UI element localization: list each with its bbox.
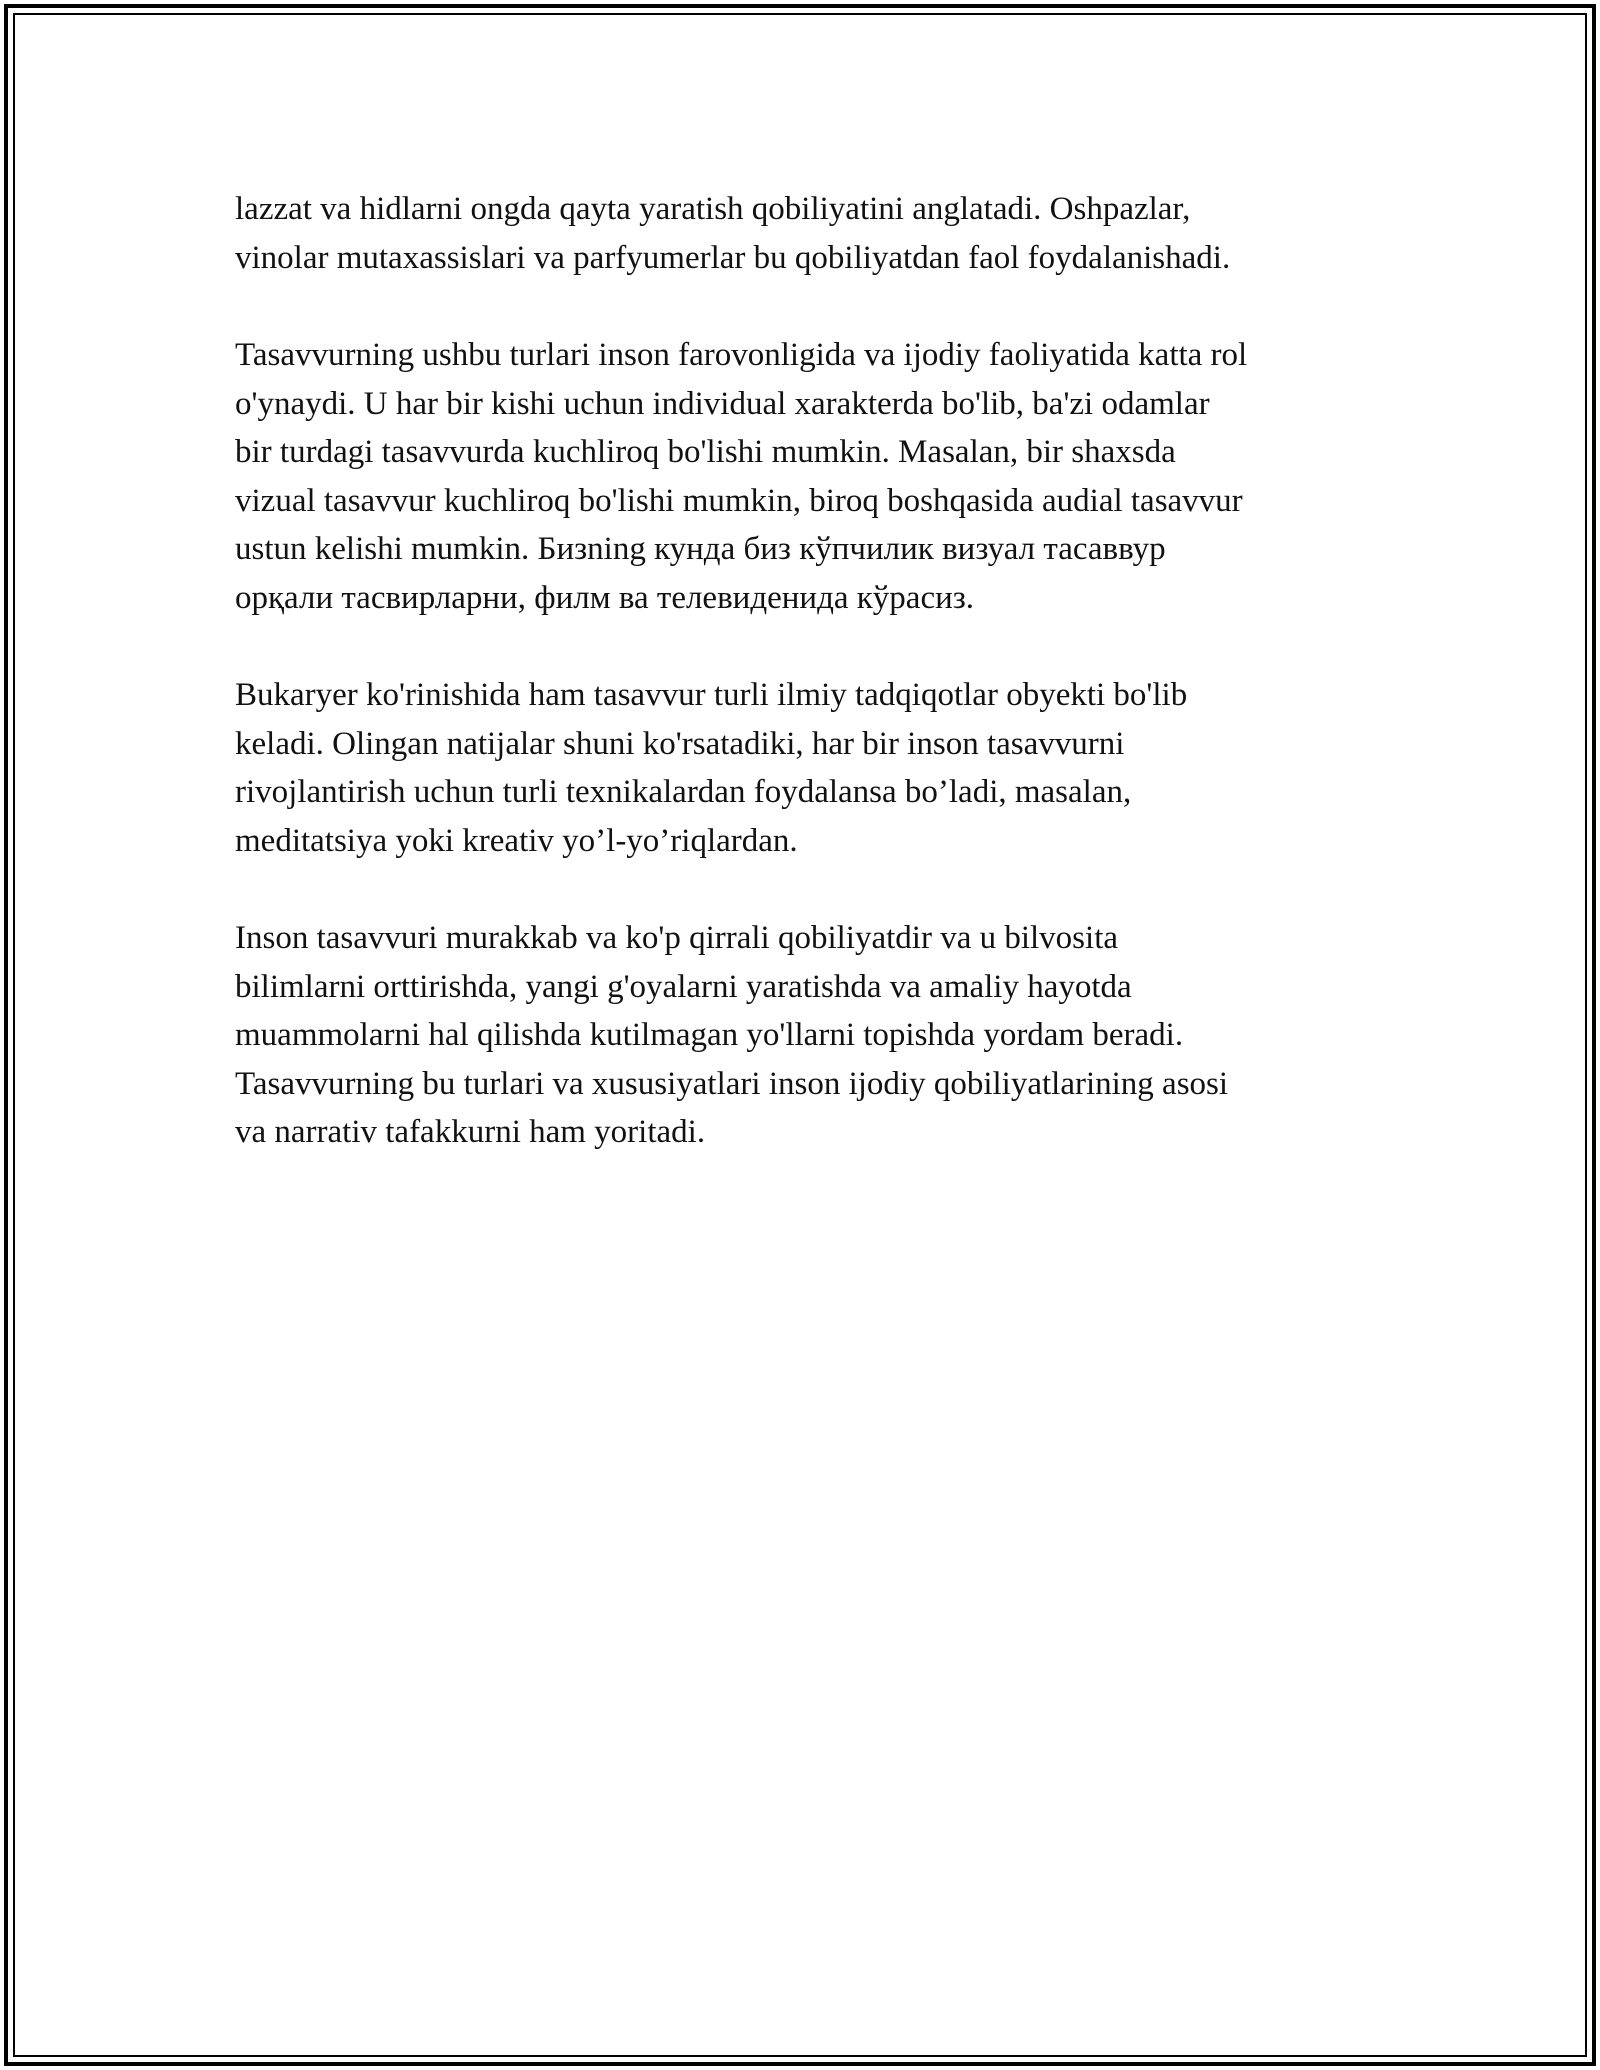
paragraph-2: Tasavvurning ushbu turlari inson farovonligida va ijodiy faoliyatida katta rol o'ynaydi. U har bir kishi uchun individual xarakterda bo'lib, ba'zi odamlar bir turdagi tasavvurda kuchliroq bo'lishi mumkin. Masalan, bir shaxsda vizual tasavvur kuchliroq bo'lishi mumkin, biroq boshqasida audial tasavvur ustun kelishi mumkin. Бизning кунда биз кўпчилик визуал тасаввур орқали тасвирларни, филм ва телевиденида кўрасиз. bbox=[235, 337, 1248, 616]
paragraph-4: Inson tasavvuri murakkab va ko'p qirrali qobiliyatdir va u bilvosita bilimlarni orttirishda, yangi g'oyalarni yaratishda va amaliy hayotda muammolarni hal qilishda kutilmagan yo'llarni topishda yordam beradi. Tasavvurning bu turlari va xususiyatlari inson ijodiy qobiliyatlarining asosi va narrativ tafakkurni ham yoritadi. bbox=[235, 920, 1229, 1150]
document-body bbox=[235, 185, 1375, 1206]
paragraph-3: Bukaryer ko'rinishida ham tasavvur turli ilmiy tadqiqotlar obyekti bo'lib keladi. Olingan natijalar shuni ko'rsatadiki, har bir inson tasavvurni rivojlantirish uchun turli texnikalardan foydalansa bo’ladi, masalan, meditatsiya yoki kreativ yo’l-yo’riqlardan. bbox=[235, 677, 1188, 859]
paragraph-1: lazzat va hidlarni ongda qayta yaratish qobiliyatini anglatadi. Oshpazlar, vinolar mutaxassislari va parfyumerlar bu qobiliyatdan faol foydalanishadi. bbox=[235, 191, 1231, 276]
